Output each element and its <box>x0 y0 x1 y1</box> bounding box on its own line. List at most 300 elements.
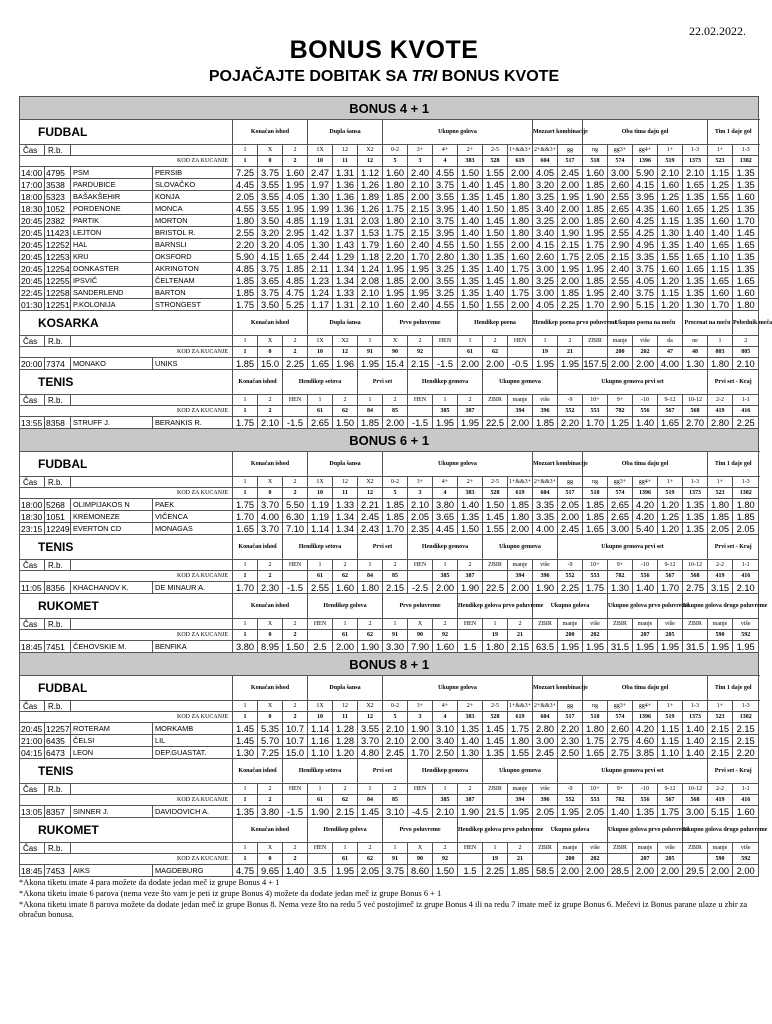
odd-value: 1.95 <box>408 287 433 299</box>
market-option: 1 <box>233 145 258 156</box>
market-option: HEN <box>408 395 433 406</box>
market-subheader-row <box>20 395 759 406</box>
market-option: 1X <box>308 701 333 712</box>
odd-value: 1.50 <box>458 523 483 535</box>
odd-value: 1.85 <box>583 275 608 287</box>
odd-value: 2.15 <box>733 723 759 735</box>
odd-value: 1.95 <box>408 263 433 275</box>
odd-value: 1.60 <box>658 263 683 275</box>
odd-value: 2.00 <box>458 358 483 370</box>
odd-value: 1.80 <box>508 275 533 287</box>
bet-code <box>483 406 508 417</box>
market-header: Procenat na meču <box>683 311 733 336</box>
market-option: gg3+ <box>608 477 633 488</box>
odd-value: 1.60 <box>733 806 759 818</box>
market-option: ZBIR <box>533 619 558 630</box>
market-header: Hendikep golova prvo poluvreme <box>458 818 533 843</box>
rb-label: R.b. <box>45 477 71 488</box>
market-option: 2+&&3+ <box>533 145 558 156</box>
bet-code: 517 <box>558 156 583 167</box>
time-label: Čas <box>20 784 45 795</box>
bet-code: 556 <box>633 795 658 806</box>
odd-value: 2.65 <box>608 499 633 511</box>
odd-value: 2.00 <box>583 865 608 877</box>
odd-value: 1.50 <box>483 499 508 511</box>
bet-code <box>283 795 308 806</box>
market-option: HEN <box>283 784 308 795</box>
market-header: Ukupno golova prvo poluvreme <box>608 818 683 843</box>
bet-code: 518 <box>583 156 608 167</box>
bet-code: 200 <box>558 854 583 865</box>
odd-value: 9.65 <box>258 865 283 877</box>
bet-code <box>458 854 483 865</box>
bet-code: 85 <box>383 406 408 417</box>
bet-code: 383 <box>458 712 483 723</box>
odd-value: 1.55 <box>658 251 683 263</box>
odd-value: 2.25 <box>733 417 759 429</box>
odd-value: 1.90 <box>308 806 333 818</box>
market-option: 9+ <box>608 395 633 406</box>
odd-value: 3.75 <box>258 287 283 299</box>
bet-code: 1 <box>233 571 258 582</box>
market-header: Dupla šansa <box>308 120 383 145</box>
odd-value: 3.95 <box>433 227 458 239</box>
match-number: 5323 <box>45 191 71 203</box>
market-subheader-row <box>20 477 759 488</box>
market-header: Ukupno golova <box>533 594 608 619</box>
odd-value: 3.95 <box>433 203 458 215</box>
odd-value: 2.90 <box>608 239 633 251</box>
odd-value: 1.97 <box>308 179 333 191</box>
market-header-row <box>20 311 759 336</box>
bet-code: 90 <box>408 854 433 865</box>
match-number: 7374 <box>45 358 71 370</box>
market-option: HEN <box>408 560 433 571</box>
odd-value: 1.95 <box>283 203 308 215</box>
market-subheader-row <box>20 784 759 795</box>
away-team: ČELTENAM <box>153 275 233 287</box>
odd-value: 1.85 <box>233 275 258 287</box>
bet-code: 2 <box>258 795 283 806</box>
market-header: Hendikep poena prvo poluvreme <box>533 311 608 336</box>
bonus-title: BONUS 8 + 1 <box>20 653 759 676</box>
odd-value: 29.5 <box>683 865 708 877</box>
odd-value: 1.40 <box>683 735 708 747</box>
market-header: Pobednik meča <box>733 311 759 336</box>
market-option: 1 <box>233 619 258 630</box>
odd-value: 1.19 <box>308 215 333 227</box>
match-number: 8358 <box>45 417 71 429</box>
bonus-header <box>20 653 759 676</box>
bet-code: 11 <box>333 488 358 499</box>
odd-value: 1.50 <box>458 239 483 251</box>
odd-value: 1.40 <box>458 499 483 511</box>
bet-code: 519 <box>658 156 683 167</box>
odd-value: 1.15 <box>658 215 683 227</box>
home-team: ČELSI <box>71 735 153 747</box>
odd-value: 2.05 <box>583 806 608 818</box>
bet-code: 1396 <box>633 488 658 499</box>
market-option: 1 <box>433 395 458 406</box>
market-header: Ukupno golova drugo poluvreme <box>683 818 759 843</box>
bet-code: 519 <box>658 488 683 499</box>
subtitle-pre: POJAČAJTE DOBITAK SA <box>208 68 412 85</box>
odd-value: 5.15 <box>708 806 733 818</box>
bet-code: 517 <box>558 712 583 723</box>
odd-value: 2.10 <box>408 499 433 511</box>
odd-value: 1.20 <box>333 747 358 759</box>
odd-value: 3.50 <box>258 215 283 227</box>
bet-code: 1 <box>233 406 258 417</box>
match-time: 20:45 <box>20 263 45 275</box>
market-header: Prvi set <box>358 535 408 560</box>
bet-code: 3 <box>408 712 433 723</box>
home-team: KREMONEZE <box>71 511 153 523</box>
odd-value: 1.40 <box>683 239 708 251</box>
odd-value: 1.5 <box>458 641 483 653</box>
match-row <box>20 251 759 263</box>
odd-value: 2.03 <box>358 215 383 227</box>
bet-code: 419 <box>708 571 733 582</box>
odd-value: 1.90 <box>458 582 483 594</box>
odd-value: 4.05 <box>283 191 308 203</box>
bet-code: 61 <box>458 347 483 358</box>
odd-value: 2.10 <box>658 167 683 179</box>
odd-value: 1.60 <box>383 167 408 179</box>
odd-value: 2.00 <box>433 582 458 594</box>
odd-value: 3.5 <box>308 865 333 877</box>
bet-code: 0 <box>258 156 283 167</box>
market-option: 2-5 <box>483 701 508 712</box>
kod-label: KOD ZA KUCANJE <box>20 347 233 358</box>
market-option: HEN <box>283 560 308 571</box>
market-option: HEN <box>458 843 483 854</box>
market-option: 9-12 <box>658 784 683 795</box>
odd-value: 2.10 <box>383 735 408 747</box>
odd-value: 2.75 <box>683 582 708 594</box>
odd-value: 3.00 <box>608 167 633 179</box>
bet-code <box>483 571 508 582</box>
market-option: 2 <box>258 560 283 571</box>
odd-value: 1.24 <box>308 287 333 299</box>
odd-value: 2.45 <box>558 167 583 179</box>
odd-value: 2.20 <box>233 239 258 251</box>
market-header-row <box>20 759 759 784</box>
market-option: HEN <box>433 336 458 347</box>
bet-code: 396 <box>533 571 558 582</box>
odd-value: 1.35 <box>733 179 759 191</box>
odd-value: 3.00 <box>533 263 558 275</box>
code-row <box>20 630 759 641</box>
market-option: X2 <box>358 701 383 712</box>
market-option: HEN <box>408 784 433 795</box>
odd-value: 4.05 <box>633 275 658 287</box>
odd-value: 1.50 <box>433 865 458 877</box>
bet-code: 4 <box>433 488 458 499</box>
odd-value: 1.70 <box>583 417 608 429</box>
market-option: 1-3 <box>683 701 708 712</box>
market-header: Hendikep gemova <box>408 370 483 395</box>
market-option: 2 <box>383 560 408 571</box>
odd-value: 1.35 <box>683 191 708 203</box>
away-team: AKRINGTON <box>153 263 233 275</box>
odd-value: 3.85 <box>633 747 658 759</box>
blank-cell <box>71 619 233 630</box>
market-option: 2 <box>733 336 759 347</box>
odd-value: 1.29 <box>333 251 358 263</box>
bet-code: 90 <box>408 630 433 641</box>
market-option: 2 <box>333 784 358 795</box>
odd-value: 2.65 <box>308 417 333 429</box>
bet-code: 10 <box>308 488 333 499</box>
odd-value: 1.95 <box>583 287 608 299</box>
odd-value: 1.19 <box>308 511 333 523</box>
match-time: 13:05 <box>20 806 45 818</box>
market-option: X <box>383 336 408 347</box>
market-option: 1+ <box>658 701 683 712</box>
odd-value: 1.40 <box>483 287 508 299</box>
odd-value: 1.85 <box>583 203 608 215</box>
away-team: MORKAMB <box>153 723 233 735</box>
market-option: više <box>583 843 608 854</box>
match-time: 18:00 <box>20 191 45 203</box>
odd-value: 3.35 <box>633 251 658 263</box>
market-option: manje <box>558 619 583 630</box>
market-header: Konačan ishod <box>233 818 308 843</box>
market-header: Tim 1 daje gol <box>708 676 759 701</box>
odd-value: 1.80 <box>733 299 759 311</box>
odd-value: 1.25 <box>708 179 733 191</box>
blank-cell <box>71 843 233 854</box>
odd-value: 2.21 <box>358 499 383 511</box>
odd-value: 1.70 <box>658 582 683 594</box>
odd-value: 1.85 <box>733 511 759 523</box>
kod-label: KOD ZA KUCANJE <box>20 795 233 806</box>
bet-code: 574 <box>608 156 633 167</box>
market-option: 1+&&3+ <box>508 701 533 712</box>
odd-value: 1.85 <box>383 499 408 511</box>
odd-value: 1.70 <box>708 299 733 311</box>
odd-value: 1.95 <box>558 191 583 203</box>
bet-code <box>533 854 558 865</box>
code-row <box>20 571 759 582</box>
odd-value: 2.00 <box>633 358 658 370</box>
match-number: 7451 <box>45 641 71 653</box>
match-time: 20:45 <box>20 275 45 287</box>
market-option: 2-2 <box>708 560 733 571</box>
home-team: HAL <box>71 239 153 251</box>
market-option: 1+&&3+ <box>508 477 533 488</box>
market-option: 1X <box>308 336 333 347</box>
bet-code: 2 <box>283 156 308 167</box>
kod-label: KOD ZA KUCANJE <box>20 156 233 167</box>
market-header: Prvo poluvreme <box>383 594 458 619</box>
bet-code: 619 <box>508 712 533 723</box>
odd-value: 5.90 <box>233 251 258 263</box>
market-option: 10+ <box>583 560 608 571</box>
bet-code <box>308 630 333 641</box>
bet-code: 604 <box>533 488 558 499</box>
odd-value: 3.80 <box>433 499 458 511</box>
market-option: 9+ <box>608 560 633 571</box>
odd-value: 4.00 <box>258 511 283 523</box>
bet-code: 604 <box>533 712 558 723</box>
home-team: BAŠAKŠEHIR <box>71 191 153 203</box>
odd-value: 1.85 <box>358 417 383 429</box>
match-number: 12252 <box>46 239 70 250</box>
bet-code: 92 <box>408 347 433 358</box>
bet-code: 12 <box>358 156 383 167</box>
market-option: X2 <box>358 477 383 488</box>
odd-value: 1.28 <box>333 723 358 735</box>
match-number: 6435 <box>45 735 71 747</box>
market-subheader-row <box>20 336 759 347</box>
odd-value: -1.5 <box>433 358 458 370</box>
odd-value: 2.05 <box>233 191 258 203</box>
odd-value: 1.99 <box>308 203 333 215</box>
odd-value: 1.45 <box>733 227 759 239</box>
market-header: Oba tima daju gol <box>583 120 708 145</box>
odds-sheet <box>19 96 772 920</box>
bet-code: 396 <box>533 406 558 417</box>
odd-value: 1.45 <box>358 806 383 818</box>
market-option: 9-12 <box>658 395 683 406</box>
market-option: 2 <box>283 336 308 347</box>
market-option: 1 <box>308 560 333 571</box>
market-option: gg4+ <box>633 145 658 156</box>
odd-value: 1.35 <box>658 239 683 251</box>
odd-value: 1.80 <box>508 511 533 523</box>
odd-value: 4.15 <box>633 179 658 191</box>
odd-value: 3.30 <box>383 641 408 653</box>
odd-value: 4.85 <box>283 215 308 227</box>
odd-value: 1.75 <box>233 499 258 511</box>
bet-code: 205 <box>658 854 683 865</box>
home-team: KHACHANOV K. <box>71 582 153 594</box>
market-header: Prvi set - Kraj <box>708 370 759 395</box>
odd-value: 1.40 <box>458 215 483 227</box>
market-option: HEN <box>283 395 308 406</box>
bet-code: 90 <box>383 347 408 358</box>
bet-code: 62 <box>333 406 358 417</box>
home-team: LEJTON <box>71 227 153 239</box>
bet-code: 1373 <box>683 156 708 167</box>
odd-value: 1.65 <box>583 523 608 535</box>
odd-value: 1.95 <box>533 358 558 370</box>
match-row <box>20 215 759 227</box>
odd-value: 3.75 <box>633 287 658 299</box>
odd-value: 2.00 <box>633 865 658 877</box>
match-row <box>20 275 759 287</box>
market-option: ZBIR <box>483 560 508 571</box>
odd-value: 1.85 <box>383 275 408 287</box>
bet-code: 394 <box>508 571 533 582</box>
market-option: 2 <box>458 395 483 406</box>
odd-value: 4.15 <box>258 251 283 263</box>
market-header: Ukupno gemova <box>483 535 558 560</box>
bet-code: 21 <box>508 630 533 641</box>
away-team: BRISTOL R. <box>153 227 233 239</box>
away-team: BARNSLI <box>153 239 233 251</box>
odd-value: 1.65 <box>683 263 708 275</box>
odd-value: 1.90 <box>458 806 483 818</box>
odd-value: 1.89 <box>358 191 383 203</box>
match-row <box>20 735 759 747</box>
odd-value: 1.85 <box>233 358 258 370</box>
odd-value: 1.40 <box>708 227 733 239</box>
market-option: 0-2 <box>383 477 408 488</box>
odd-value: 3.70 <box>258 499 283 511</box>
odd-value: 2.10 <box>433 806 458 818</box>
bet-code <box>608 854 633 865</box>
match-number: 12255 <box>46 275 70 286</box>
odd-value: 1.43 <box>333 239 358 251</box>
odd-value: 1.25 <box>658 511 683 523</box>
odd-value: 2.00 <box>508 239 533 251</box>
market-option: 3+ <box>408 477 433 488</box>
bonus-title: BONUS 4 + 1 <box>20 97 759 120</box>
odd-value: 4.00 <box>658 358 683 370</box>
market-header: Konačan ishod <box>233 370 283 395</box>
odd-value: 1.50 <box>458 167 483 179</box>
odd-value: 2.00 <box>408 735 433 747</box>
odd-value: 2.10 <box>733 582 759 594</box>
odd-value: 4.05 <box>283 239 308 251</box>
odd-value: 2.45 <box>383 747 408 759</box>
odd-value: 1.90 <box>558 227 583 239</box>
market-header: Konačan ishod <box>233 759 283 784</box>
market-header: Hendikep setova <box>283 759 358 784</box>
odd-value: 1.40 <box>633 582 658 594</box>
odd-value: 1.80 <box>508 179 533 191</box>
market-header: Prvi set - Kraj <box>708 759 759 784</box>
market-option: 1 <box>233 560 258 571</box>
bet-code: 205 <box>658 630 683 641</box>
odd-value: 1.25 <box>708 203 733 215</box>
bet-code: 61 <box>308 406 333 417</box>
odd-value: 1.12 <box>358 167 383 179</box>
odd-value: 1.50 <box>483 203 508 215</box>
market-option: manje <box>508 784 533 795</box>
market-header: Konačan ishod <box>233 594 308 619</box>
match-time: 01:30 <box>20 299 45 311</box>
odd-value: 1.85 <box>508 203 533 215</box>
market-option: HEN <box>308 619 333 630</box>
market-option: HEN <box>508 336 533 347</box>
odd-value: 15.0 <box>283 747 308 759</box>
market-header: Ukupno golova <box>383 120 533 145</box>
odd-value: 1.45 <box>483 275 508 287</box>
match-time: 18:45 <box>20 865 45 877</box>
rb-label: R.b. <box>45 784 71 795</box>
odd-value: 1.5 <box>458 865 483 877</box>
market-header: Hendikep golova <box>308 594 383 619</box>
bet-code: 519 <box>658 712 683 723</box>
market-option: ZBIR <box>483 395 508 406</box>
bet-code: 12 <box>358 712 383 723</box>
home-team: DONKASTER <box>71 263 153 275</box>
odd-value: -0.5 <box>508 358 533 370</box>
odd-value: 4.35 <box>633 203 658 215</box>
market-option: 9-12 <box>658 560 683 571</box>
market-option: manje <box>633 843 658 854</box>
odd-value: 2.40 <box>608 263 633 275</box>
market-subheader-row <box>20 701 759 712</box>
bet-code: 12 <box>333 347 358 358</box>
bet-code: 523 <box>708 712 733 723</box>
odd-value: 1.75 <box>233 417 258 429</box>
odd-value: 4.95 <box>633 239 658 251</box>
